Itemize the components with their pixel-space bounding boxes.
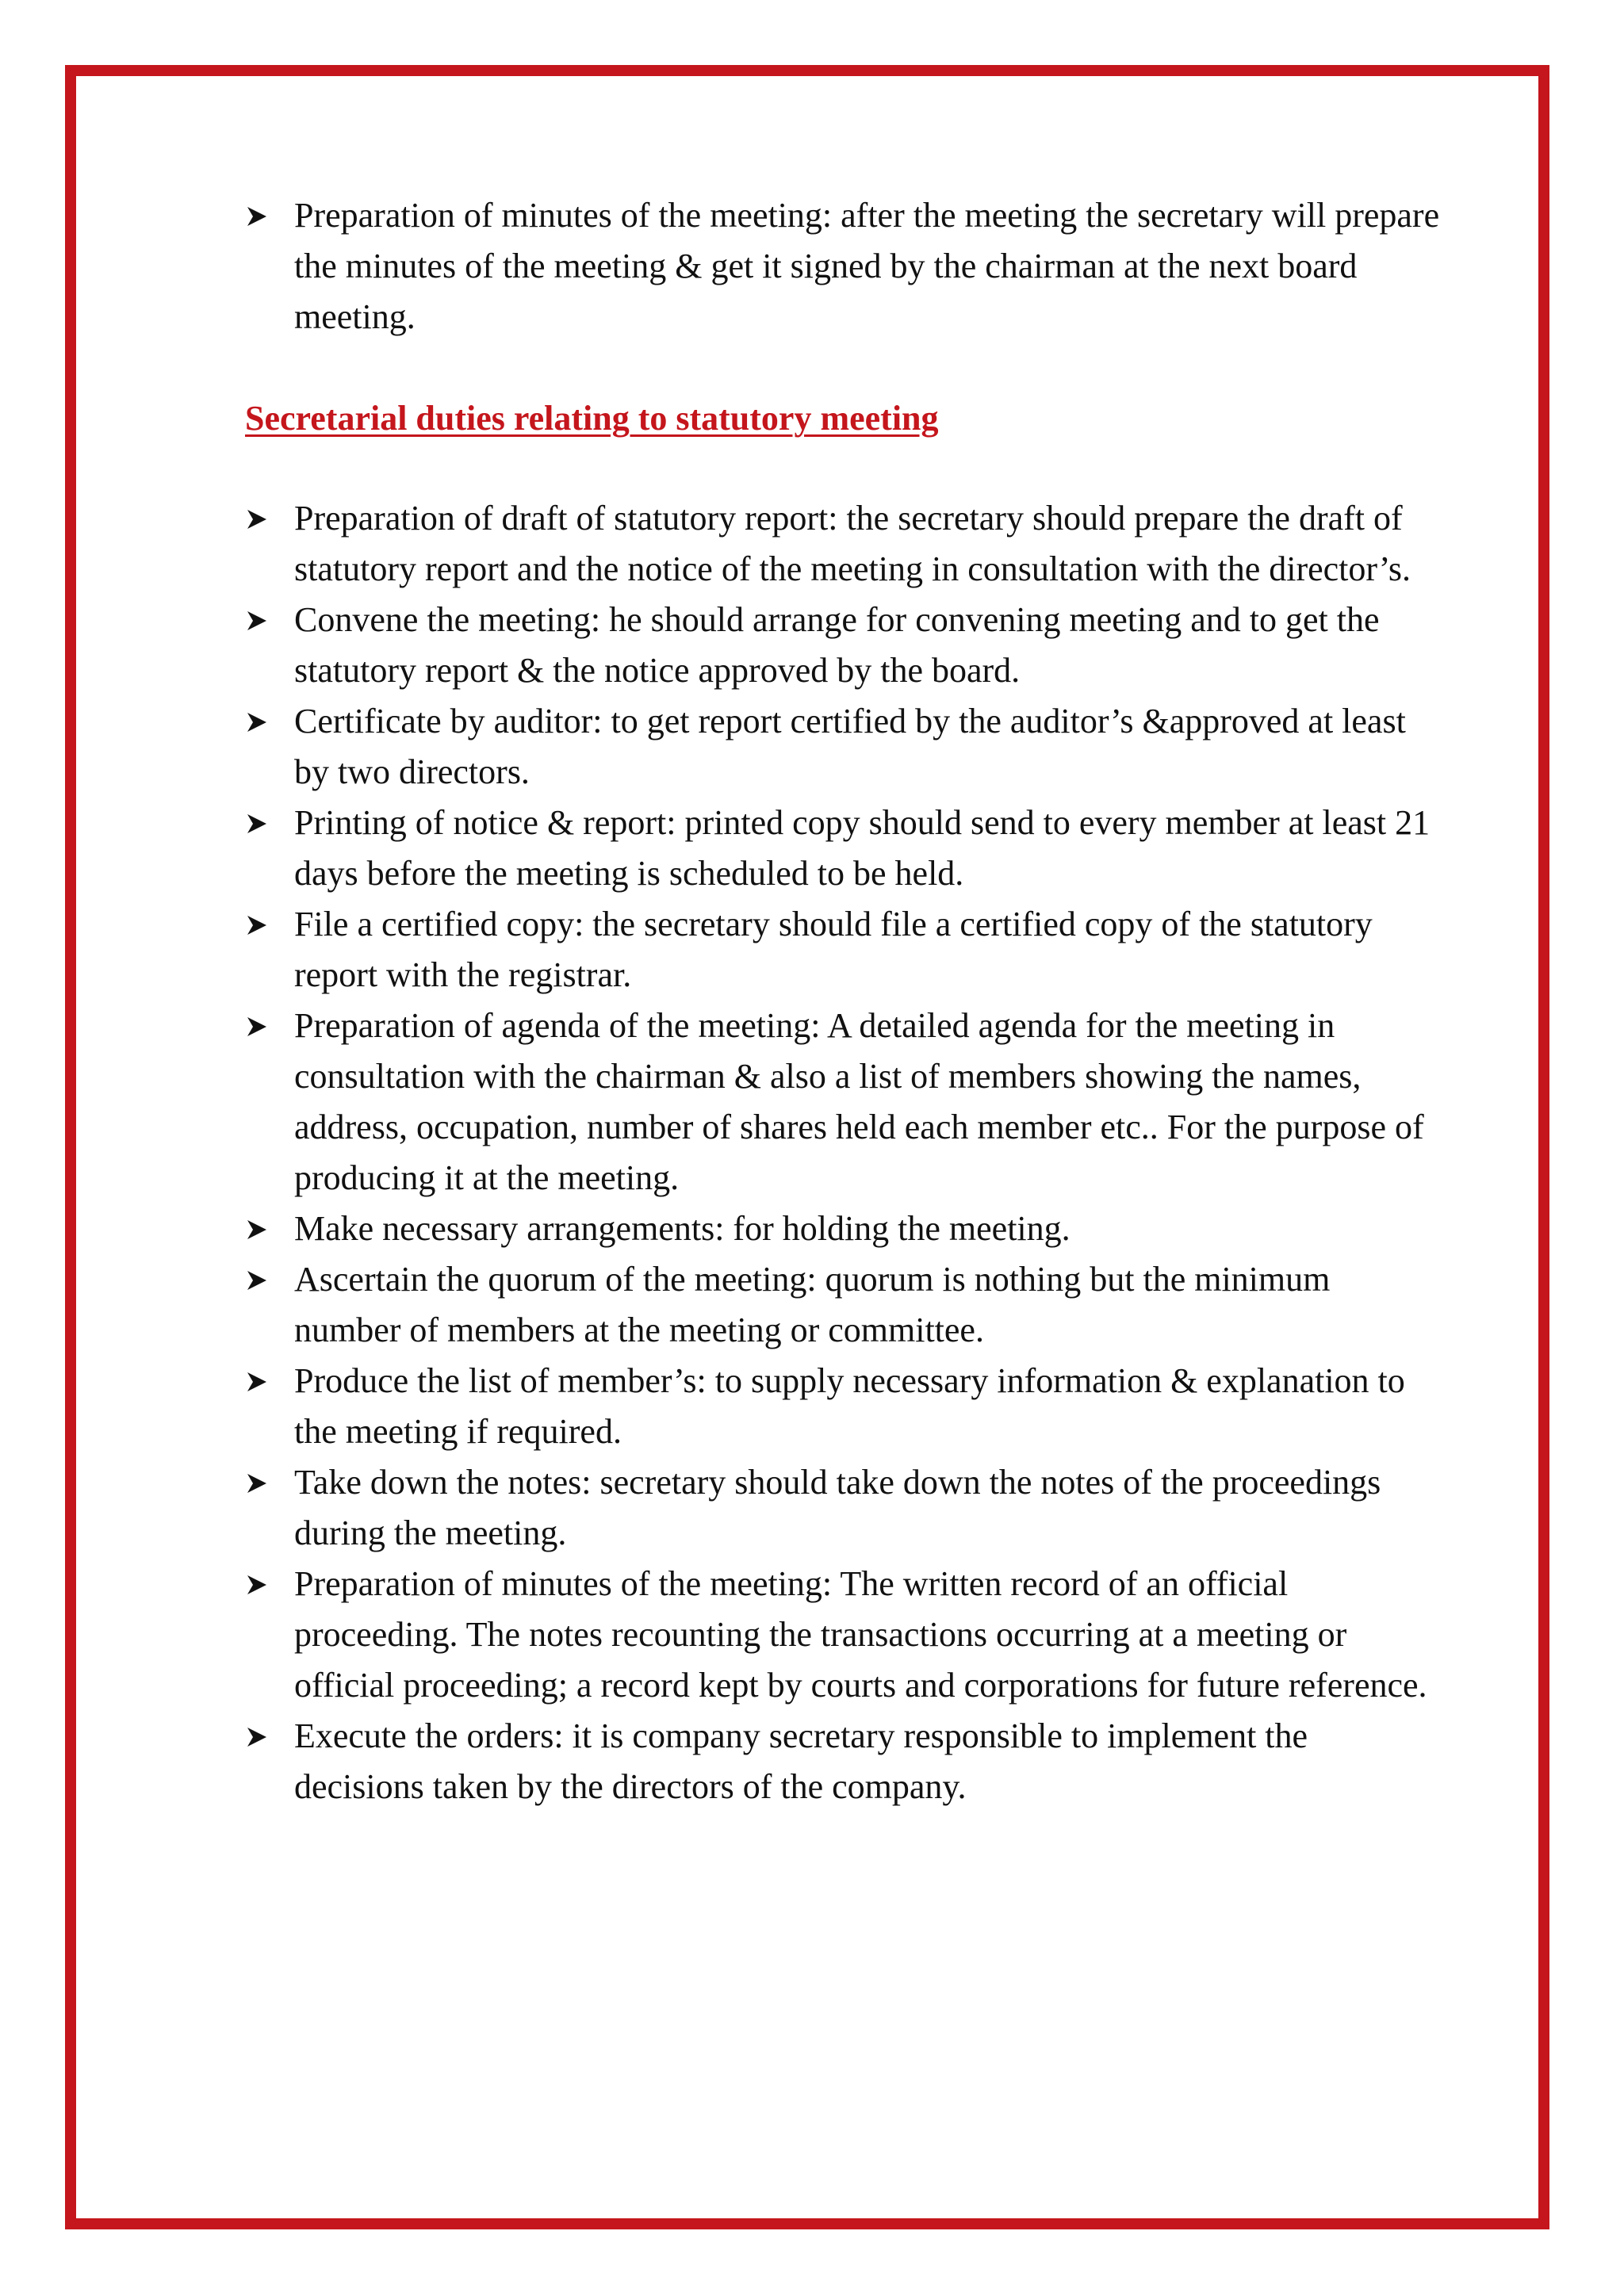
list-item-text: Take down the notes: secretary should take down the notes of the proceedings during the meeting. xyxy=(294,1463,1381,1552)
list-item-text: Execute the orders: it is company secretary responsible to implement the decisions taken by the directors of the company. xyxy=(294,1716,1308,1806)
arrow-bullet-icon xyxy=(247,1016,267,1037)
list-item-text: Produce the list of member’s: to supply necessary information & explanation to the meeting if required. xyxy=(294,1361,1405,1451)
list-item xyxy=(245,595,1442,696)
arrow-bullet-icon xyxy=(247,1372,267,1392)
list-item-text: Ascertain the quorum of the meeting: quorum is nothing but the minimum number of members at the meeting or committee. xyxy=(294,1260,1331,1349)
arrow-bullet-icon xyxy=(247,1473,267,1494)
arrow-bullet-icon xyxy=(247,509,267,530)
list-item-intro xyxy=(245,190,1442,342)
list-item xyxy=(245,493,1442,595)
list-item xyxy=(245,1457,1442,1559)
arrow-bullet-icon xyxy=(247,610,267,631)
section-heading: Secretarial duties relating to statutory meeting xyxy=(245,399,939,438)
arrow-bullet-icon xyxy=(247,206,267,227)
list-item-text: Make necessary arrangements: for holding the meeting. xyxy=(294,1209,1071,1248)
arrow-bullet-icon xyxy=(247,1575,267,1595)
arrow-bullet-icon xyxy=(247,712,267,733)
list-item xyxy=(245,1203,1442,1254)
arrow-bullet-icon xyxy=(247,915,267,936)
list-item xyxy=(245,1254,1442,1356)
list-item xyxy=(245,899,1442,1001)
list-item-text: Preparation of minutes of the meeting: after the meeting the secretary will prepare the minutes of the meeting & get it signed by the chairman at the next board meeting. xyxy=(294,196,1440,336)
list-item-text: Preparation of minutes of the meeting: The written record of an official proceeding. The notes recounting the transactions occurring at a meeting or official proceeding; a record kept by courts and corporations for future reference. xyxy=(294,1564,1427,1705)
arrow-bullet-icon xyxy=(247,1270,267,1291)
arrow-bullet-icon xyxy=(247,813,267,834)
list-item-text: Convene the meeting: he should arrange for convening meeting and to get the statutory report & the notice approved by the board. xyxy=(294,600,1380,690)
arrow-bullet-icon xyxy=(247,1219,267,1240)
list-item-text: Preparation of draft of statutory report: the secretary should prepare the draft of statutory report and the notice of the meeting in consultation with the director’s. xyxy=(294,499,1411,588)
arrow-bullet-icon xyxy=(247,1727,267,1747)
list-item xyxy=(245,798,1442,899)
list-item-text: Preparation of agenda of the meeting: A detailed agenda for the meeting in consultation with the chairman & also a list of members showing the names, address, occupation, number of shares held each member etc.. For the purpose of producing it at the meeting. xyxy=(294,1006,1424,1197)
list-item xyxy=(245,1559,1442,1711)
list-item-text: Printing of notice & report: printed copy should send to every member at least 21 days before the meeting is scheduled to be held. xyxy=(294,803,1431,893)
list-item-text: Certificate by auditor: to get report certified by the auditor’s &approved at least by two directors. xyxy=(294,702,1406,791)
document-body xyxy=(245,190,1442,1812)
list-item xyxy=(245,1356,1442,1457)
list-item xyxy=(245,696,1442,798)
list-item xyxy=(245,1001,1442,1203)
list-item-text: File a certified copy: the secretary should file a certified copy of the statutory report with the registrar. xyxy=(294,905,1373,994)
list-item xyxy=(245,1711,1442,1812)
